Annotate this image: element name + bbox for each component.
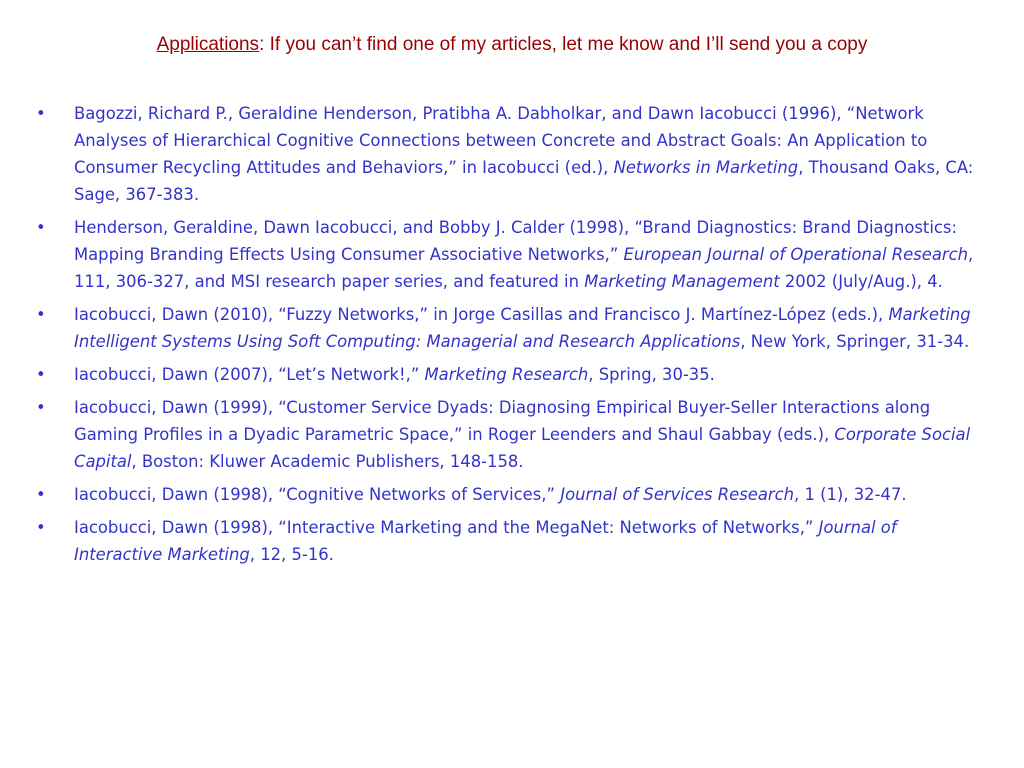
reference-source: Marketing Intelligent Systems Using Soft Computing: Managerial and Research Applications bbox=[74, 305, 971, 351]
title-keyword: Applications bbox=[156, 34, 260, 55]
title-text: : If you can’t find one of my articles, let me know and I’ll send you a copy bbox=[259, 34, 868, 55]
reference-item-7 bbox=[36, 514, 980, 568]
reference-details: , New York, Springer, 31-34. bbox=[740, 332, 970, 351]
reference-details: , 12, 5-16. bbox=[249, 545, 334, 564]
reference-text: Iacobucci, Dawn (1998), “Cognitive Networks of Services,” bbox=[74, 485, 561, 504]
reference-text: Henderson, Geraldine, Dawn Iacobucci, and Bobby J. Calder (1998), “Brand Diagnostics: Brand Diagnostics: Mapping Branding Effects Using Consumer Associative Networks,” bbox=[74, 218, 957, 264]
reference-source: Journal of Interactive Marketing bbox=[74, 518, 897, 564]
bullet-icon: • bbox=[36, 518, 46, 537]
reference-list bbox=[36, 100, 980, 574]
slide-title bbox=[0, 34, 1024, 56]
reference-text: Bagozzi, Richard P., Geraldine Henderson, Pratibha A. Dabholkar, and Dawn Iacobucci (1996), “Network Analyses of Hierarchical Cognitive Connections between Concrete and Abstract Goals: An Application to Consumer Recycling Attitudes and Behaviors,” in Iacobucci (ed.), bbox=[74, 104, 928, 177]
bullet-icon: • bbox=[36, 104, 46, 123]
reference-item-3 bbox=[36, 301, 980, 355]
bullet-icon: • bbox=[36, 305, 46, 324]
reference-item-2 bbox=[36, 214, 980, 295]
reference-source: Journal of Services Research bbox=[560, 485, 795, 504]
reference-item-1 bbox=[36, 100, 980, 208]
reference-item-5 bbox=[36, 394, 980, 475]
reference-source: European Journal of Operational Research bbox=[623, 245, 969, 264]
reference-item-4 bbox=[36, 361, 980, 388]
reference-source: Networks in Marketing bbox=[613, 158, 799, 177]
reference-text: Iacobucci, Dawn (2010), “Fuzzy Networks,” in Jorge Casillas and Francisco J. Martínez-López (eds.), bbox=[74, 305, 889, 324]
reference-source: Corporate Social Capital bbox=[74, 425, 971, 471]
reference-details: , Thousand Oaks, CA: Sage, 367-383. bbox=[74, 158, 974, 204]
reference-details: , 111, 306-327, and MSI research paper series, and featured in bbox=[74, 245, 974, 291]
reference-text: Iacobucci, Dawn (1999), “Customer Service Dyads: Diagnosing Empirical Buyer-Seller Interactions along Gaming Profiles in a Dyadic Parametric Space,” in Roger Leenders and Shaul Gabbay (eds.), bbox=[74, 398, 931, 444]
bullet-icon: • bbox=[36, 218, 46, 237]
reference-source: Marketing Research bbox=[424, 365, 589, 384]
bullet-icon: • bbox=[36, 485, 46, 504]
bullet-icon: • bbox=[36, 365, 46, 384]
reference-item-6 bbox=[36, 481, 980, 508]
reference-details: , 1 (1), 32-47. bbox=[794, 485, 907, 504]
reference-text: Iacobucci, Dawn (1998), “Interactive Marketing and the MegaNet: Networks of Networks,” bbox=[74, 518, 819, 537]
reference-details: , Spring, 30-35. bbox=[588, 365, 715, 384]
reference-details-secondary: 2002 (July/Aug.), 4. bbox=[779, 272, 943, 291]
reference-details: , Boston: Kluwer Academic Publishers, 148-158. bbox=[131, 452, 524, 471]
reference-source-secondary: Marketing Management bbox=[584, 272, 780, 291]
bullet-icon: • bbox=[36, 398, 46, 417]
reference-text: Iacobucci, Dawn (2007), “Let’s Network!,” bbox=[74, 365, 425, 384]
